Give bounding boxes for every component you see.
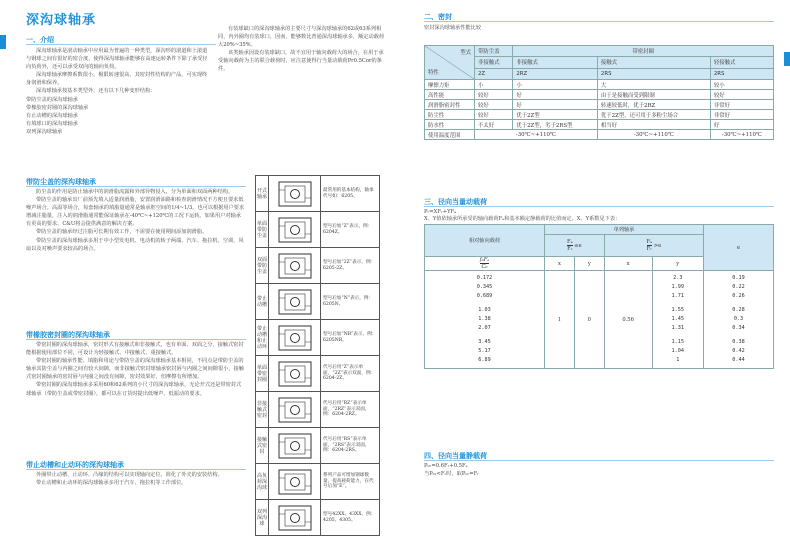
bearing-type-desc: 系列产品可增加钢球数量，提高载荷能力，在代号后加“E”。	[321, 464, 380, 500]
dust-p4: 带防尘盖的深沟球轴承多用于中小型发电机、电动机的转子两端、汽车、拖拉机、空调、风扇以及对噪声要求较高的场合。	[26, 237, 244, 252]
bearing-type-row	[256, 248, 380, 284]
table-value: 0.28	[732, 307, 745, 313]
cell: 大	[597, 80, 710, 90]
table-value: 0.172	[476, 275, 493, 281]
bearing-diagram	[269, 176, 321, 212]
table-value: 0.19	[732, 275, 745, 281]
x1-value: 1	[545, 271, 575, 369]
header-contact: 接触式	[597, 57, 710, 68]
bearing-type-name: 带止动槽和止动环	[256, 320, 269, 356]
bearing-type-name: 单面带密封圈	[256, 356, 269, 392]
table-value: 6.89	[478, 357, 491, 363]
intro-p3: 深沟球轴承按基本类型外，还有以下几种变形结构：	[36, 88, 156, 95]
dynamic-formula: Pᵣ=XFᵣ+YFₐ	[424, 209, 457, 215]
ratio-num: Fₐ	[567, 239, 573, 245]
bearing-type-row	[256, 428, 380, 464]
static-heading: 四、径向当量静载荷	[424, 452, 487, 460]
gt-e-label: >e	[653, 243, 662, 249]
cell: 由于是接触而受到限制	[597, 90, 710, 100]
cell: 小	[513, 80, 598, 90]
table-value: 2.3	[673, 275, 683, 281]
groove-p2: 带止动槽和止动环的深沟球轴承多用于汽车、拖拉机等工作部位。	[36, 480, 187, 487]
seal-p1: 带密封圈的深沟球轴承，密封形式有接触式和非接触式，也有单面、双面之分，接触式密封能根据使用部位不同，可设计为轻接触式、中接触式、重接触式。	[26, 342, 244, 357]
cell: 非常好	[710, 110, 773, 120]
bearing-type-name: 单面带防尘盖	[256, 212, 269, 248]
ratio-fraction	[567, 239, 573, 252]
bearing-type-row	[256, 356, 380, 392]
intro-heading: 一、介绍	[26, 36, 54, 44]
header-e: e	[704, 225, 774, 271]
header-relative: 相对轴向载荷	[425, 225, 545, 257]
cell: -30℃~+110℃	[710, 130, 773, 140]
code-2rs-light: 2RS	[710, 68, 773, 79]
header-y2: y	[652, 257, 703, 271]
variant-item: 带橡胶密封圈的深沟球轴承	[26, 104, 89, 111]
bearing-type-row	[256, 284, 380, 320]
col2-p2: 该类轴承因设有装球缺口，故不宜用于轴向载荷大的场合，在用于承受轴向载荷为主的联合载荷时，应注意使得行当量动载荷Pr0.5Cor的条件。	[218, 50, 384, 73]
bearing-type-name: 双列深沟球	[256, 500, 269, 536]
bearing-type-desc: 型号后加“N”表示，例：6205N。	[321, 284, 380, 320]
header-type: 型式	[460, 50, 471, 56]
seal-section-heading: 二、密封	[424, 13, 452, 21]
row-label: 防水性	[425, 120, 475, 130]
table-value: 5.17	[478, 348, 491, 354]
ratio-fraction	[647, 239, 653, 252]
table-value: 1.55	[671, 307, 685, 313]
bearing-type-name: 开式轴承	[256, 176, 269, 212]
bearing-diagram	[269, 392, 321, 428]
header-le-e	[545, 235, 605, 257]
row-label: 使用温度范围	[425, 130, 475, 140]
table-value: 1.03	[478, 307, 491, 313]
f0fa: f₀Fₐ	[479, 257, 490, 263]
seal-body	[26, 341, 246, 398]
intro-divider	[26, 44, 216, 45]
bearing-type-desc: 代号后用“RS”表示单面，“2RS”表示双面，例：6204-2RS。	[321, 428, 380, 464]
table-value: 0.44	[732, 357, 745, 363]
row-label: 防尘性	[425, 110, 475, 120]
table-value: 0.345	[476, 284, 493, 290]
static-divider	[424, 460, 774, 461]
cell: 好	[710, 120, 773, 130]
code-2z: 2Z	[475, 68, 513, 79]
cell: 转速较低时，优于2RZ	[597, 100, 710, 110]
table-value: 0.3	[733, 316, 744, 322]
header-single-row: 单列轴承	[545, 225, 704, 235]
header-noncontact-2: 非接触式	[513, 57, 598, 68]
header-noncontact: 非接触式	[475, 57, 513, 68]
groove-body	[26, 471, 246, 487]
bearing-type-desc: 最常用的基本结构，轴承代号如：6205。	[321, 176, 380, 212]
dynamic-heading: 三、径向当量动载荷	[424, 198, 487, 206]
bearing-type-row	[256, 212, 380, 248]
header-light-contact: 轻接触式	[710, 57, 773, 68]
table-value: 1.04	[671, 348, 685, 354]
code-2rs: 2RS	[597, 68, 710, 79]
bearing-type-row	[256, 392, 380, 428]
cell: 较好	[475, 100, 513, 110]
cell: 不太好	[475, 120, 513, 130]
row-label: 高性能	[425, 90, 475, 100]
ratio-den: Fᵣ	[567, 246, 573, 252]
table-value: 1.45	[671, 316, 685, 322]
dust-heading: 带防尘盖的深沟球轴承	[26, 178, 96, 186]
header-gt-e	[604, 235, 703, 257]
cell: 优于2Z型	[513, 110, 598, 120]
col2-body	[218, 25, 388, 74]
variant-item: 有止动槽的深沟球轴承	[26, 112, 78, 119]
cell: 非常好	[710, 100, 773, 110]
bearing-type-desc: 代号后用“Z”表示单面，“2Z”表示双面，例：6204-2Z。	[321, 356, 380, 392]
cell: 优于2Z型，劣于2RS型	[513, 120, 598, 130]
header-ratio	[425, 257, 545, 271]
table-value: 1.31	[671, 325, 685, 331]
x2-value: 0.56	[604, 271, 652, 369]
cell: 较小	[710, 80, 773, 90]
intro-body	[26, 47, 211, 136]
bearing-type-name: 高负荷深沟球	[256, 464, 269, 500]
static-formula-1: P₀ᵣ=0.6Fᵣ+0.5Fₐ	[424, 463, 468, 469]
ratio-column	[425, 271, 545, 369]
cell: 好	[513, 90, 598, 100]
bearing-diagram	[269, 248, 321, 284]
cell: 较好	[710, 90, 773, 100]
dust-p1: 防尘盖的作用是防止轴承中的润滑脂流露和外部异物侵入，分为单面和双面两种结构。	[36, 189, 234, 195]
static-formula-2: 当P₀ᵣ<Fᵣ时，取P₀ᵣ=Fᵣ	[424, 471, 479, 477]
groove-divider	[26, 469, 246, 470]
bearing-type-name: 非接触式密封	[256, 392, 269, 428]
groove-heading: 带止动槽和止动环的深沟球轴承	[26, 461, 124, 469]
bearing-diagram	[269, 284, 321, 320]
right-page-tab	[784, 52, 790, 66]
c0: C₀	[481, 264, 488, 270]
intro-p1: 深沟球轴承是滚动轴承中应用最为普遍的一种类型，深沟形的滚道和上滚道与钢球之间有很好的密合度，使得深沟球轴承能够在高速运转条件下除了承受径向负荷外，还可以承受双向的轴向负荷。	[26, 48, 208, 71]
seal-table-subtitle: 密封深沟球轴承性能比较	[424, 25, 482, 31]
seal-section-divider	[424, 21, 774, 22]
code-2rz: 2RZ	[513, 68, 598, 79]
dynamic-divider	[424, 206, 774, 207]
header-x2: x	[604, 257, 652, 271]
table-value: 0.38	[732, 339, 745, 345]
table-value: 0.689	[476, 293, 493, 299]
seal-p2: 带密封圈的轴承性能、填脂和用途与带防尘盖的深沟球轴承基本相同，不同点是带防尘盖的轴承其防尘盖与内圈之间有较大间隙，而非接触式密封球轴承密封唇与内圈之间间隙很小，接触式密封圈轴承的密封唇与内圈之间没有间隙，密封效果好，但摩擦有所增加。	[26, 358, 244, 381]
f0fa-c0-fraction	[480, 257, 490, 270]
header-seal: 带密封圈	[513, 46, 774, 57]
y1-value: 0	[574, 271, 604, 369]
row-label: 润滑脂密封性	[425, 100, 475, 110]
bearing-type-desc: 型号42XX、43XX，例：4205、4305。	[321, 500, 380, 536]
table-value: 1.71	[671, 293, 685, 299]
cell: 优于2Z型，还可用于多粉尘场合	[597, 110, 710, 120]
cell: 好	[513, 100, 598, 110]
bearing-type-row	[256, 176, 380, 212]
cell: 较好	[475, 110, 513, 120]
bearing-type-row	[256, 320, 380, 356]
variant-item: 双列深沟球轴承	[26, 128, 63, 135]
table-value: 0.26	[732, 293, 745, 299]
seal-p3: 带密封圈的深沟球轴承多采用60和62系列的小尺寸的深沟球轴承，无论开式还是带密封式球轴承（带防尘盖或带密封圈），都可以在订货时提出低噪声、低振动的要求。	[26, 382, 242, 397]
table-value: 2.07	[478, 325, 491, 331]
y2-column	[652, 271, 703, 369]
groove-p1: 外圈带止动槽、止动环、凸缘的结构可以实现轴向定位，简化了外壳的安装结构。	[36, 472, 223, 478]
bearing-diagram	[269, 212, 321, 248]
seal-comparison-table	[424, 45, 774, 140]
col2-p1: 有装球缺口的深沟球轴承的主要尺寸与深沟球轴承的62或63系列相同，内外圈均有装球口，因而，能够数比普通深沟球轴承多，额定动载荷大20%~35%。	[218, 26, 385, 49]
seal-heading: 带橡胶密封圈的深沟球轴承	[26, 331, 110, 339]
variant-item: 带防尘盖的深沟球轴承	[26, 96, 78, 103]
bearing-diagram	[269, 428, 321, 464]
xy-factor-table	[424, 224, 774, 369]
variant-item: 有填球口的深沟球轴承	[26, 120, 78, 127]
intro-p2: 深沟球轴承摩擦系数很小，极限转速很高，其密封性结构的产品，可实现终身润滑和保养。	[26, 72, 208, 87]
ratio-num: Fₐ	[646, 239, 653, 245]
header-feature: 特性	[428, 70, 439, 76]
seal-divider	[26, 339, 246, 340]
dust-body	[26, 188, 246, 253]
bearing-type-row	[256, 500, 380, 536]
bearing-type-desc: 型号后加“2Z”表示，例：6205-2Z。	[321, 248, 380, 284]
bearing-type-name: 接触式密封	[256, 428, 269, 464]
table-value: 0.42	[732, 348, 745, 354]
bearing-type-desc: 代号后用“RZ”表示单面，“2RZ”表示双面，例：6204-2RZ。	[321, 392, 380, 428]
bearing-diagram	[269, 320, 321, 356]
le-e-label: ≤e	[574, 243, 582, 249]
bearing-type-desc: 型号后加“Z”表示，例：6204Z。	[321, 212, 380, 248]
cell: 较好	[475, 90, 513, 100]
dynamic-desc: X、Y值依轴承所承受的轴向载荷Fₐ和基本额定静载荷的比值而定。X、Y系数见下表：	[424, 216, 621, 222]
table-value: 1.15	[671, 339, 685, 345]
bearing-diagram	[269, 356, 321, 392]
header-y1: y	[574, 257, 604, 271]
left-page-tab	[0, 35, 6, 49]
row-label: 摩擦力矩	[425, 80, 475, 90]
corner-cell	[425, 46, 475, 80]
page-title: 深沟球轴承	[26, 13, 97, 28]
bearing-type-row	[256, 464, 380, 500]
bearing-type-name: 双面带防尘盖	[256, 248, 269, 284]
cell: -30℃~+110℃	[475, 130, 598, 140]
bearing-type-name: 带止动槽	[256, 284, 269, 320]
table-value: 1.99	[671, 284, 685, 290]
cell: -30℃~+110℃	[597, 130, 710, 140]
dust-p2: 带防尘盖的轴承出厂前预先填入适量润滑脂，安置润滑油路和检查润滑情况不方便且要求低噪声场合。高温等场合，每套轴承的填脂量通常是轴承腔空间的1/4~1/3。也可以根据用户要求增减注脂量，注入的润滑脂通常能保证轴承在-40℃~+120℃的工况下运转。如果用户对轴承有更高的要求，C&U将会提供满意的解决方案。	[26, 197, 245, 228]
bearing-type-desc: 型号后加“NR”表示，例：6205NR。	[321, 320, 380, 356]
dust-p3: 带防尘盖的轴承经过注脂可长期有效工作，不需要在使用期间添加润滑脂。	[36, 229, 208, 236]
ratio-den: Fᵣ	[646, 246, 653, 252]
header-x1: x	[545, 257, 575, 271]
table-value: 1.38	[478, 316, 491, 322]
header-dust: 带防尘盖	[475, 46, 513, 57]
bearing-diagram	[269, 464, 321, 500]
table-value: 1	[676, 357, 680, 363]
e-column	[704, 271, 774, 369]
bearing-diagram	[269, 500, 321, 536]
cell: 小	[475, 80, 513, 90]
table-value: 0.34	[732, 325, 745, 331]
bearing-types-table	[255, 175, 380, 536]
cell: 相当好	[597, 120, 710, 130]
table-value: 3.45	[478, 339, 491, 345]
table-value: 0.22	[732, 284, 745, 290]
dust-divider	[26, 186, 246, 187]
